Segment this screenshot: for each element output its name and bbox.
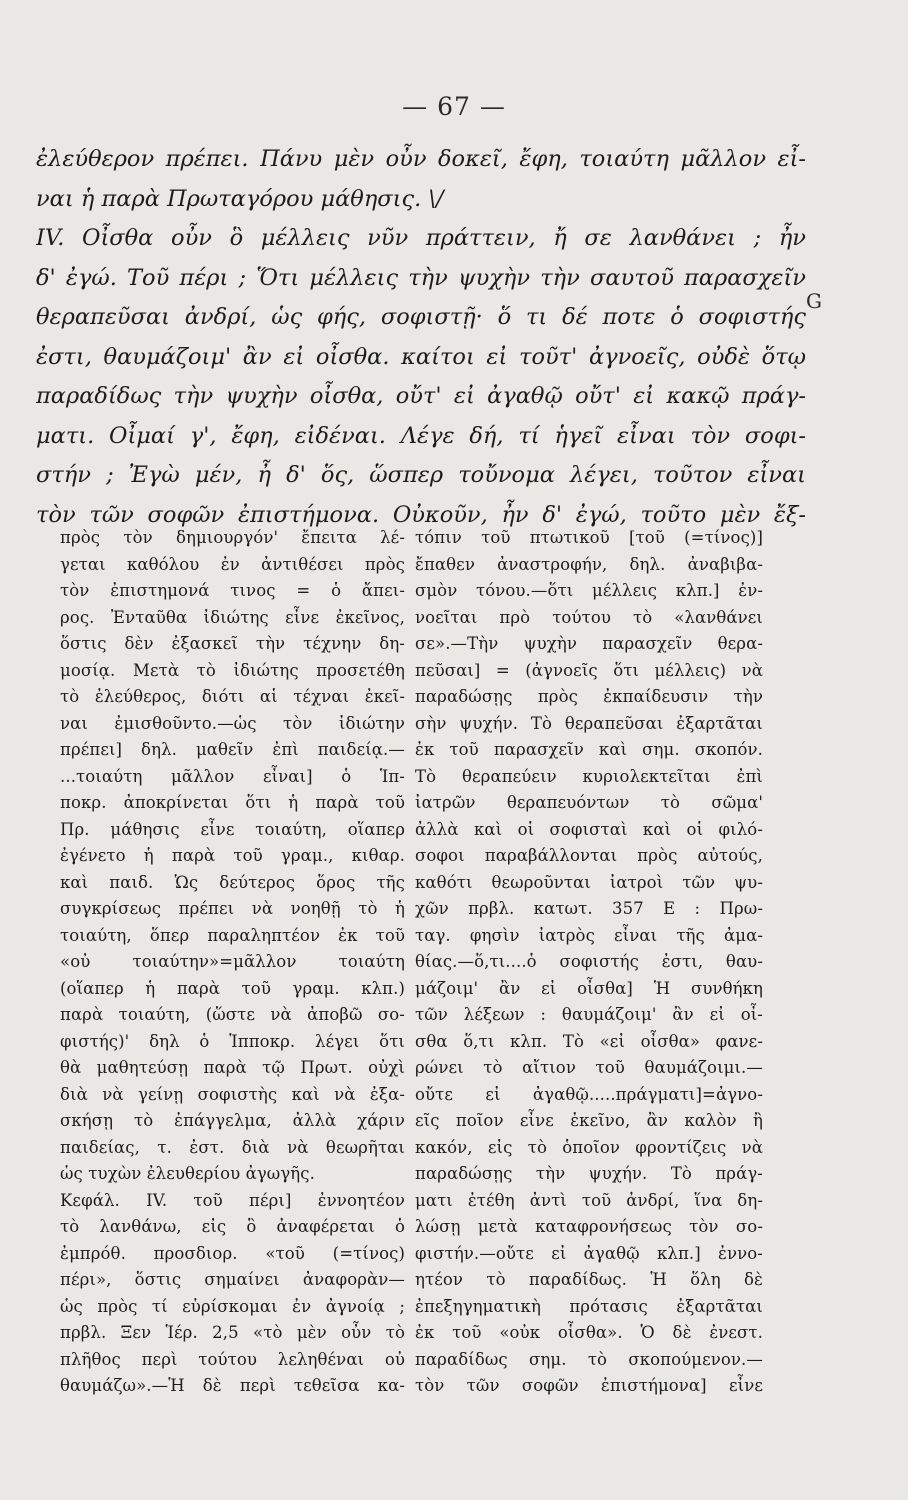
commentary-left-line: «οὐ τοιαύτην»=μᾶλλον τοιαύτη — [60, 952, 405, 971]
margin-letter: G — [806, 289, 822, 313]
commentary-left-line: ὡς τυχὼν ἐλευθερίου ἀγωγῆς. — [60, 1164, 315, 1183]
commentary-right-line: φιστήν.—οὔτε εἰ ἀγαθῷ κλπ.] ἐννο- — [415, 1243, 763, 1263]
commentary-left-line: σκήσῃ τὸ ἐπάγγελμα, ἀλλὰ χάριν — [60, 1111, 405, 1130]
commentary-left-line: μοσίᾳ. Μετὰ τὸ ἰδιώτης προσετέθη — [60, 660, 405, 680]
commentary-left-line: τοιαύτη, ὅπερ παραληπτέον ἐκ τοῦ — [60, 925, 405, 945]
commentary-right-line: ἀλλὰ καὶ οἱ σοφισταὶ καὶ οἱ φιλό- — [415, 819, 763, 839]
commentary-left-line: ὡς πρὸς τί εὑρίσκομαι ἐν ἀγνοίᾳ ; — [60, 1296, 405, 1316]
commentary-left-line: τὸν ἐπιστημονά τινος = ὁ ἄπει- — [60, 581, 405, 600]
commentary-left-line: πέρι», ὅστις σημαίνει ἀναφορὰν— — [60, 1270, 405, 1289]
main-text-line: ματι. Οἶμαί γ', ἔφη, εἰδέναι. Λέγε δή, τί ἡγεῖ εἶναι τὸν σοφι- — [36, 422, 806, 449]
commentary-right-line: ἐκ τοῦ παρασχεῖν καὶ σημ. σκοπόν. — [415, 740, 763, 759]
commentary-left-line: καὶ παιδ. Ὡς δεύτερος ὅρος τῆς — [60, 872, 405, 892]
main-text-line: ναι ἡ παρὰ Πρωταγόρου μάθησις. \/ — [36, 185, 444, 212]
main-text-line: στήν ; Ἐγὼ μέν, ἦ δ' ὅς, ὥσπερ τοὔνομα λέγει, τοῦτον εἶναι — [36, 462, 806, 488]
main-text-line: παραδίδως τὴν ψυχὴν οἶσθα, οὔτ' εἰ ἀγαθῷ οὔτ' εἰ κακῷ πράγ- — [36, 383, 806, 409]
commentary-right-line: ρώνει τὸ αἴτιον τοῦ θαυμάζοιμι.— — [415, 1058, 763, 1077]
commentary-left-line: ἐμπρόθ. προσδιορ. «τοῦ (=τίνος) — [60, 1243, 405, 1263]
commentary-left-line: ἐγένετο ἡ παρὰ τοῦ γραμ., κιθαρ. — [60, 846, 405, 865]
page-number: — 67 — — [402, 92, 506, 121]
main-text-line: τὸν τῶν σοφῶν ἐπιστήμονα. Οὐκοῦν, ἦν δ' ἐγώ, τοῦτο μὲν ἔξ- — [36, 501, 806, 528]
commentary-right-line: παραδίδως σημ. τὸ σκοπούμενον.— — [415, 1349, 763, 1369]
commentary-left-line: ...τοιαύτη μᾶλλον εἶναι] ὁ Ἱπ- — [60, 766, 405, 786]
commentary-right-line: ἰατρῶν θεραπευόντων τὸ σῶμα' — [415, 793, 763, 812]
commentary-left-line: ποκρ. ἀποκρίνεται ὅτι ἡ παρὰ τοῦ — [60, 793, 405, 812]
commentary-right-line: ἔπαθεν ἀναστροφήν, δηλ. ἀναβιβα- — [415, 554, 763, 574]
commentary-right-line: τῶν λέξεων : θαυμάζοιμ' ἂν εἰ οἶ- — [415, 1005, 763, 1024]
commentary-right-line: μάζοιμ' ἂν εἰ οἶσθα] Ἡ συνθήκη — [415, 978, 763, 998]
commentary-left-line: συγκρίσεως πρέπει νὰ νοηθῇ τὸ ἡ — [60, 899, 405, 918]
main-greek-text — [36, 140, 806, 535]
commentary-left-line: ὅστις δὲν ἐξασκεῖ τὴν τέχνην δη- — [60, 634, 405, 653]
commentary-right-line: κακόν, εἰς τὸ ὁποῖον φροντίζεις νὰ — [415, 1137, 763, 1157]
commentary-left-line: παιδείας, τ. ἐστ. διὰ νὰ θεωρῆται — [60, 1137, 405, 1157]
commentary-left-line: Κεφάλ. IV. τοῦ πέρι] ἐννοητέον — [60, 1190, 405, 1210]
commentary-right-line: θίας.—ὅ,τι....ὁ σοφιστής ἐστι, θαυ- — [415, 952, 763, 971]
commentary-right-line: ἐκ τοῦ «οὐκ οἶσθα». Ὁ δὲ ἐνεστ. — [415, 1323, 763, 1342]
commentary-right-line: τόπιν τοῦ πτωτικοῦ [τοῦ (=τίνος)] — [415, 528, 763, 547]
commentary-left-line: Πρ. μάθησις εἶνε τοιαύτη, οἵαπερ — [60, 819, 405, 839]
commentary-right-line: λώσῃ μετὰ καταφρονήσεως τὸν σο- — [415, 1217, 763, 1236]
commentary-right-line: Τὸ θεραπεύειν κυριολεκτεῖται ἐπὶ — [415, 766, 763, 786]
main-text-line: ἐλεύθερον πρέπει. Πάνυ μὲν οὖν δοκεῖ, ἔφη, τοιαύτη μᾶλλον εἶ- — [36, 146, 806, 172]
commentary-right-line: ητέον τὸ παραδίδως. Ἡ ὅλη δὲ — [415, 1270, 763, 1289]
commentary-right-line: παραδώσῃς τὴν ψυχήν. Τὸ πράγ- — [415, 1164, 763, 1183]
main-text-line: θεραπεῦσαι ἀνδρί, ὡς φής, σοφιστῇ· ὅ τι δέ ποτε ὁ σοφιστής — [36, 304, 806, 330]
commentary-left-line: θὰ μαθητεύσῃ παρὰ τῷ Πρωτ. οὐχὶ — [60, 1058, 405, 1077]
commentary-right-line: σε».—Τὴν ψυχὴν παρασχεῖν θερα- — [415, 634, 763, 653]
commentary-left-line: παρὰ τοιαύτη, (ὥστε νὰ ἀποβῶ σο- — [60, 1005, 405, 1024]
commentary-right-line: χῶν πρβλ. κατωτ. 357 Ε : Πρω- — [415, 899, 763, 918]
commentary-left-line: πλῆθος περὶ τούτου λεληθέναι οὐ — [60, 1349, 405, 1369]
commentary-right-line: σθα ὅ,τι κλπ. Τὸ «εἰ οἶσθα» φανε- — [415, 1031, 763, 1051]
commentary-left-line: πρβλ. Ξεν Ἱέρ. 2,5 «τὸ μὲν οὖν τὸ — [60, 1323, 405, 1342]
commentary-left-line: διὰ νὰ γείνῃ σοφιστὴς καὶ νὰ ἐξα- — [60, 1084, 405, 1104]
commentary-left-line: τὸ ἐλεύθερος, διότι αἱ τέχναι ἐκεῖ- — [60, 687, 405, 706]
commentary-left-line: ναι ἐμισθοῦντο.—ὡς τὸν ἰδιώτην — [60, 713, 405, 733]
commentary-left-column — [60, 525, 405, 1400]
commentary-left-line: ρος. Ἐνταῦθα ἰδιώτης εἶνε ἐκεῖνος, — [60, 607, 405, 627]
commentary-right-line: σὴν ψυχήν. Τὸ θεραπεῦσαι ἐξαρτᾶται — [415, 713, 763, 733]
commentary-left-line: γεται καθόλου ἐν ἀντιθέσει πρὸς — [60, 554, 405, 574]
commentary-right-line: ἐπεξηγηματικὴ πρότασις ἐξαρτᾶται — [415, 1296, 763, 1316]
main-text-line: δ' ἐγώ. Τοῦ πέρι ; Ὅτι μέλλεις τὴν ψυχὴν τὴν σαυτοῦ παρασχεῖν — [36, 264, 806, 291]
commentary-right-line: καθότι θεωροῦνται ἰατροὶ τῶν ψυ- — [415, 872, 763, 892]
commentary-left-line: τὸ λανθάνω, εἰς ὃ ἀναφέρεται ὁ — [60, 1217, 405, 1236]
commentary-left-line: πρέπει] δηλ. μαθεῖν ἐπὶ παιδείᾳ.— — [60, 740, 405, 759]
commentary-right-line: πεῦσαι] = (ἀγνοεῖς ὅτι μέλλεις) νὰ — [415, 660, 763, 680]
commentary-left-line: (οἵαπερ ἡ παρὰ τοῦ γραμ. κλπ.) — [60, 978, 405, 998]
commentary-right-column — [415, 525, 763, 1400]
commentary-right-line: σοφοι παραβάλλονται πρὸς αὐτούς, — [415, 846, 763, 865]
commentary-right-line: παραδώσῃς πρὸς ἐκπαίδευσιν τὴν — [415, 687, 763, 706]
commentary-right-line: σμὸν τόνου.—ὅτι μέλλεις κλπ.] ἐν- — [415, 581, 763, 600]
commentary-right-line: νοεῖται πρὸ τούτου τὸ «λανθάνει — [415, 607, 763, 627]
main-text-line: ἐστι, θαυμάζοιμ' ἂν εἰ οἶσθα. καίτοι εἰ τοῦτ' ἀγνοεῖς, οὐδὲ ὅτῳ — [36, 343, 806, 370]
commentary-right-line: ματι ἐτέθη ἀντὶ τοῦ ἀνδρί, ἵνα δη- — [415, 1190, 763, 1210]
commentary-left-line: φιστής)' δηλ ὁ Ἱπποκρ. λέγει ὅτι — [60, 1031, 405, 1051]
commentary-right-line: τὸν τῶν σοφῶν ἐπιστήμονα] εἶνε — [415, 1376, 763, 1395]
commentary-left-line: πρὸς τὸν δημιουργόν' ἔπειτα λέ- — [60, 528, 405, 547]
commentary-right-line: οὔτε εἰ ἀγαθῷ.....πράγματι]=ἀγνο- — [415, 1084, 763, 1104]
commentary-right-line: ταγ. φησὶν ἰατρὸς εἶναι τῆς ἀμα- — [415, 925, 763, 945]
commentary-left-line: θαυμάζω».—Ἡ δὲ περὶ τεθεῖσα κα- — [60, 1376, 405, 1395]
commentary-right-line: εῖς ποῖον εἶνε ἐκεῖνο, ἂν καλὸν ἢ — [415, 1111, 763, 1130]
main-text-line: IV. Οἶσθα οὖν ὃ μέλλεις νῦν πράττειν, ἤ σε λανθάνει ; ἦν — [36, 225, 806, 251]
